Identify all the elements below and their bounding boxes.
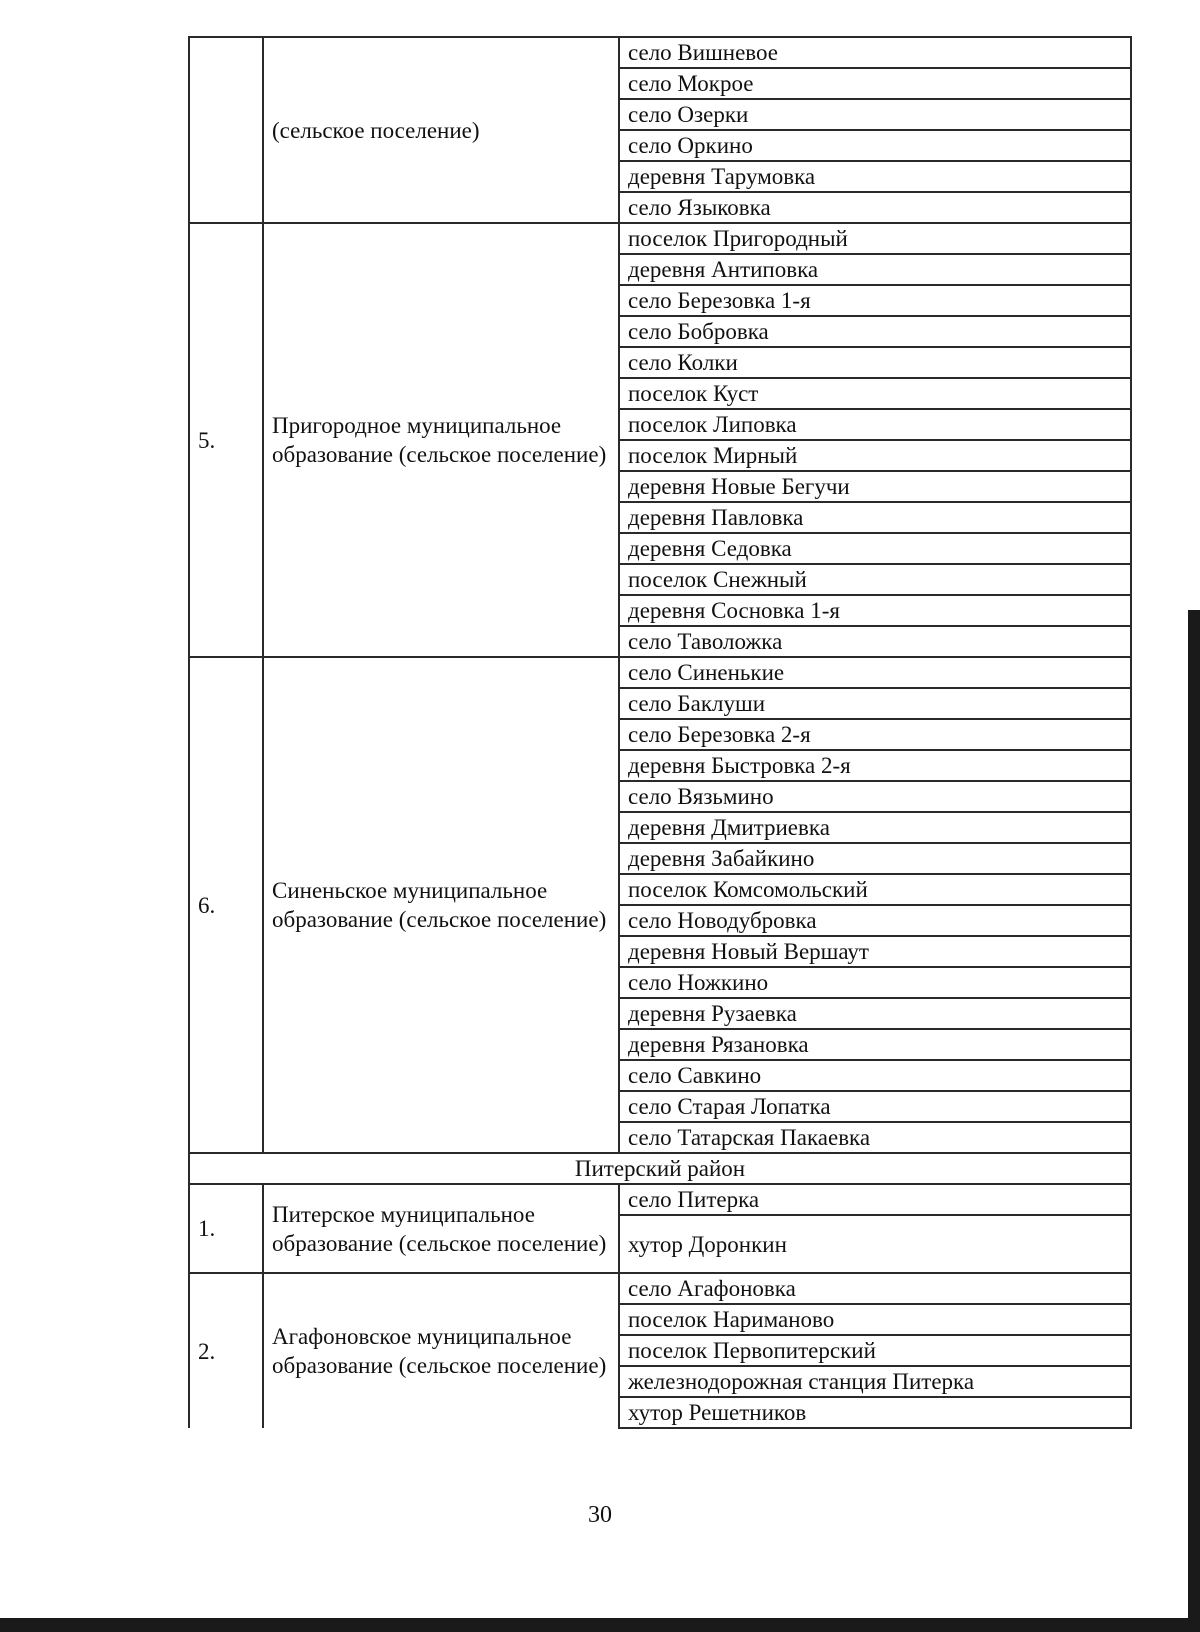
settlement-name: село Вишневое [619,37,1131,68]
settlement-name: село Синенькие [619,657,1131,688]
region-header-row [189,1153,1131,1184]
table-row [189,1273,1131,1304]
settlement-name: деревня Антиповка [619,254,1131,285]
settlement-name: деревня Тарумовка [619,161,1131,192]
settlement-name: деревня Сосновка 1-я [619,595,1131,626]
municipality-name: Пригородное муниципальное образование (сельское поселение) [263,223,619,657]
municipality-name: Агафоновское муниципальное образование (сельское поселение) [263,1273,619,1428]
page-number: 30 [588,1502,612,1528]
settlement-name: железнодорожная станция Питерка [619,1366,1131,1397]
settlement-name: село Колки [619,347,1131,378]
settlement-name: село Агафоновка [619,1273,1131,1304]
settlement-name: поселок Пригородный [619,223,1131,254]
scan-edge-bottom [0,1618,1200,1632]
settlement-name: поселок Мирный [619,440,1131,471]
settlement-name: поселок Липовка [619,409,1131,440]
settlement-name: село Новодубровка [619,905,1131,936]
settlement-name: деревня Дмитриевка [619,812,1131,843]
settlement-name: деревня Рязановка [619,1029,1131,1060]
settlement-name: село Березовка 2-я [619,719,1131,750]
settlement-name: село Мокрое [619,68,1131,99]
settlement-name: поселок Снежный [619,564,1131,595]
table-row [189,223,1131,254]
settlement-name: село Татарская Пакаевка [619,1122,1131,1153]
settlement-name: село Оркино [619,130,1131,161]
settlement-name: село Старая Лопатка [619,1091,1131,1122]
settlement-name: деревня Забайкино [619,843,1131,874]
settlement-name: поселок Первопитерский [619,1335,1131,1366]
settlement-name: село Таволожка [619,626,1131,657]
municipality-name: (сельское поселение) [263,37,619,223]
settlement-name: деревня Седовка [619,533,1131,564]
row-number: 2. [189,1273,263,1428]
row-number [189,37,263,223]
table-row [189,657,1131,688]
scan-edge-right [1188,610,1200,1632]
settlement-name: село Бобровка [619,316,1131,347]
settlement-name: село Языковка [619,192,1131,223]
settlement-name: поселок Куст [619,378,1131,409]
row-number: 1. [189,1184,263,1273]
settlement-name: поселок Нариманово [619,1304,1131,1335]
settlement-name: село Баклуши [619,688,1131,719]
row-number: 6. [189,657,263,1153]
settlement-name: село Савкино [619,1060,1131,1091]
settlements-table-body [189,37,1131,1428]
settlement-name: деревня Новые Бегучи [619,471,1131,502]
settlement-name: хутор Доронкин [619,1215,1131,1273]
row-number: 5. [189,223,263,657]
settlement-name: поселок Комсомольский [619,874,1131,905]
settlements-table [188,36,1132,1429]
settlement-name: деревня Быстровка 2-я [619,750,1131,781]
settlement-name: деревня Рузаевка [619,998,1131,1029]
settlement-name: деревня Новый Вершаут [619,936,1131,967]
settlement-name: деревня Павловка [619,502,1131,533]
region-header: Питерский район [189,1153,1131,1184]
settlement-name: село Березовка 1-я [619,285,1131,316]
settlement-name: село Ножкино [619,967,1131,998]
settlement-name: хутор Решетников [619,1397,1131,1428]
settlement-name: село Питерка [619,1184,1131,1215]
table-row [189,1184,1131,1215]
municipality-name: Питерское муниципальное образование (сельское поселение) [263,1184,619,1273]
settlement-name: село Озерки [619,99,1131,130]
settlement-name: село Вязьмино [619,781,1131,812]
municipality-name: Синеньское муниципальное образование (сельское поселение) [263,657,619,1153]
table-row [189,37,1131,68]
